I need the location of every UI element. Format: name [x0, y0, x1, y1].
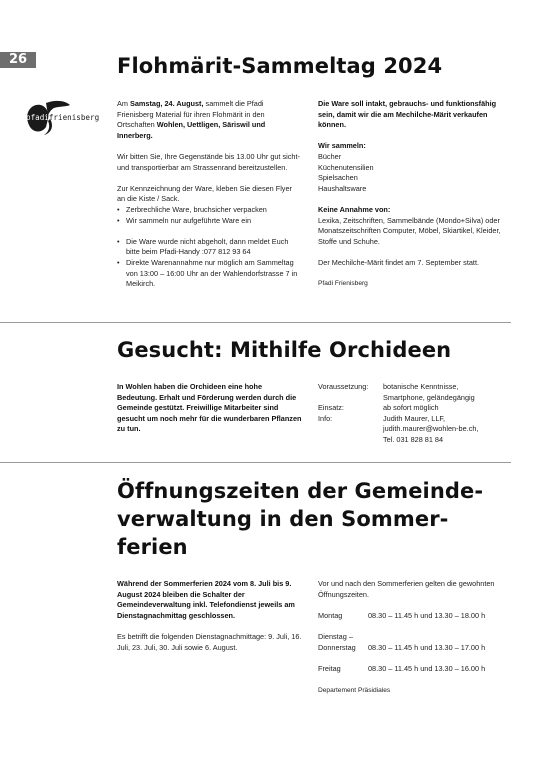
section3-title-line1: Öffnungszeiten der Gemeinde-: [117, 479, 484, 503]
table-row: [318, 611, 485, 632]
divider: [0, 462, 511, 463]
info-value: Judith Maurer, LLF, judith.maurer@wohlen-be.ch, Tel. 031 828 81 84: [383, 413, 479, 444]
reject-text: Lexika, Zeitschriften, Sammelbände (Mondo+Silva) oder Monatszeitschriften Computer, Möbel, Skiartikel, Kleider, Stoffe und Schuhe.: [318, 215, 501, 246]
list-item: • Zerbrechliche Ware, bruchsicher verpacken: [117, 205, 301, 216]
pfadi-logo-text: pfadifrienisberg: [26, 113, 100, 122]
list-item: Küchenutensilien: [318, 162, 374, 172]
orchid-info-table: [318, 382, 478, 446]
section3-right-column: [318, 579, 514, 708]
section3-title-line2: verwaltung in den Sommer-: [117, 507, 449, 531]
section1-bullet-list: [117, 205, 301, 226]
section1-goods-note: Die Ware soll intakt, gebrauchs- und funktionsfähig sein, damit wir die am Mechilche-Märit verkaufen können.: [318, 99, 497, 130]
affected-dates: Es betrifft die folgenden Dienstagnachmittage: 9. Juli, 16. Juli, 23. Juli, 30. Juli sowie 6. August.: [117, 631, 302, 652]
day-label: Freitag: [318, 663, 341, 673]
section3-intro: Während der Sommerferien 2024 vom 8. Juli bis 9. August 2024 bleiben die Schalter der Gemeindeverwaltung inkl. Telefondienst jeweils am Dienstagnachmittag geschlossen.: [117, 579, 295, 620]
list-item: Bücher: [318, 151, 342, 161]
info-value: ab sofort möglich: [383, 403, 439, 413]
day-label: Montag: [318, 610, 343, 620]
opening-hours-table: [318, 611, 485, 675]
section1-instructions: Wir bitten Sie, Ihre Gegenstände bis 13.00 Uhr gut sicht- und transportierbar am Strassenrand bereitzustellen.: [117, 151, 300, 172]
list-item: • Die Ware wurde nicht abgeholt, dann meldet Euch bitte beim Pfadi-Handy :077 812 93 64: [117, 237, 301, 258]
divider: [0, 322, 511, 323]
section1-title: Flohmärit-Sammeltag 2024: [117, 54, 443, 78]
table-row: [318, 414, 478, 446]
list-item: • Wir sammeln nur aufgeführte Ware ein: [117, 216, 301, 227]
table-row: [318, 632, 485, 664]
list-item: • Direkte Warenannahme nur möglich am Sammeltag von 13:00 – 16:00 Uhr an der Wahlendorfstrasse 7 in Meikirch.: [117, 258, 301, 290]
table-row: [318, 382, 478, 403]
collect-heading: Wir sammeln:: [318, 141, 366, 151]
list-item: Haushaltsware: [318, 183, 367, 193]
section3-signature: Departement Präsidiales: [318, 687, 391, 695]
market-note: Der Mechilche-Märit findet am 7. September statt.: [318, 257, 479, 267]
section1-label-hint: Zur Kennzeichnung der Ware, kleben Sie diesen Flyer an die Kiste / Sack.: [117, 183, 292, 204]
section2-title: Gesucht: Mithilfe Orchideen: [117, 338, 452, 362]
time-value: 08.30 – 11.45 h und 13.30 – 17.00 h: [368, 642, 486, 652]
day-label: Dienstag – Donnerstag: [318, 631, 356, 652]
info-label: Info:: [318, 413, 333, 423]
time-value: 08.30 – 11.45 h und 13.30 – 16.00 h: [368, 663, 486, 673]
section2-right-column: [318, 382, 514, 446]
section2-left-column: [117, 382, 303, 446]
section1-bullet-list-2: [117, 237, 301, 290]
section2-intro: In Wohlen haben die Orchideen eine hohe Bedeutung. Erhalt und Förderung werden durch die Gemeinde gestützt. Freiwillige Mitarbeiter sind gesucht um noch mehr für die wunderbaren Pflanzen zu tun.: [117, 382, 302, 434]
section1-intro: Am Samstag, 24. August, sammelt die Pfadi Frienisberg Material für ihren Flohmärit in den Ortschaften Wohlen, Uettligen, Säriswil und Innerberg.: [117, 99, 266, 140]
section3-title-line3: ferien: [117, 535, 188, 559]
info-value: botanische Kenntnisse, Smartphone, geländegängig: [383, 382, 475, 402]
section1-left-column: [117, 99, 301, 300]
regular-hours-note: Vor und nach den Sommerferien gelten die gewohnten Öffnungszeiten.: [318, 579, 495, 599]
list-item: Spielsachen: [318, 173, 358, 183]
info-label: Einsatz:: [318, 403, 344, 413]
time-value: 08.30 – 11.45 h und 13.30 – 18.00 h: [368, 610, 486, 620]
table-row: [318, 403, 478, 414]
section1-signature: Pfadi Frienisberg: [318, 280, 368, 288]
section3-left-column: [117, 579, 303, 664]
section1-right-column: [318, 99, 514, 300]
info-label: Voraussetzung:: [318, 382, 369, 391]
page-number: 26: [0, 52, 36, 68]
reject-heading: Keine Annahme von:: [318, 204, 391, 214]
table-row: [318, 664, 485, 675]
